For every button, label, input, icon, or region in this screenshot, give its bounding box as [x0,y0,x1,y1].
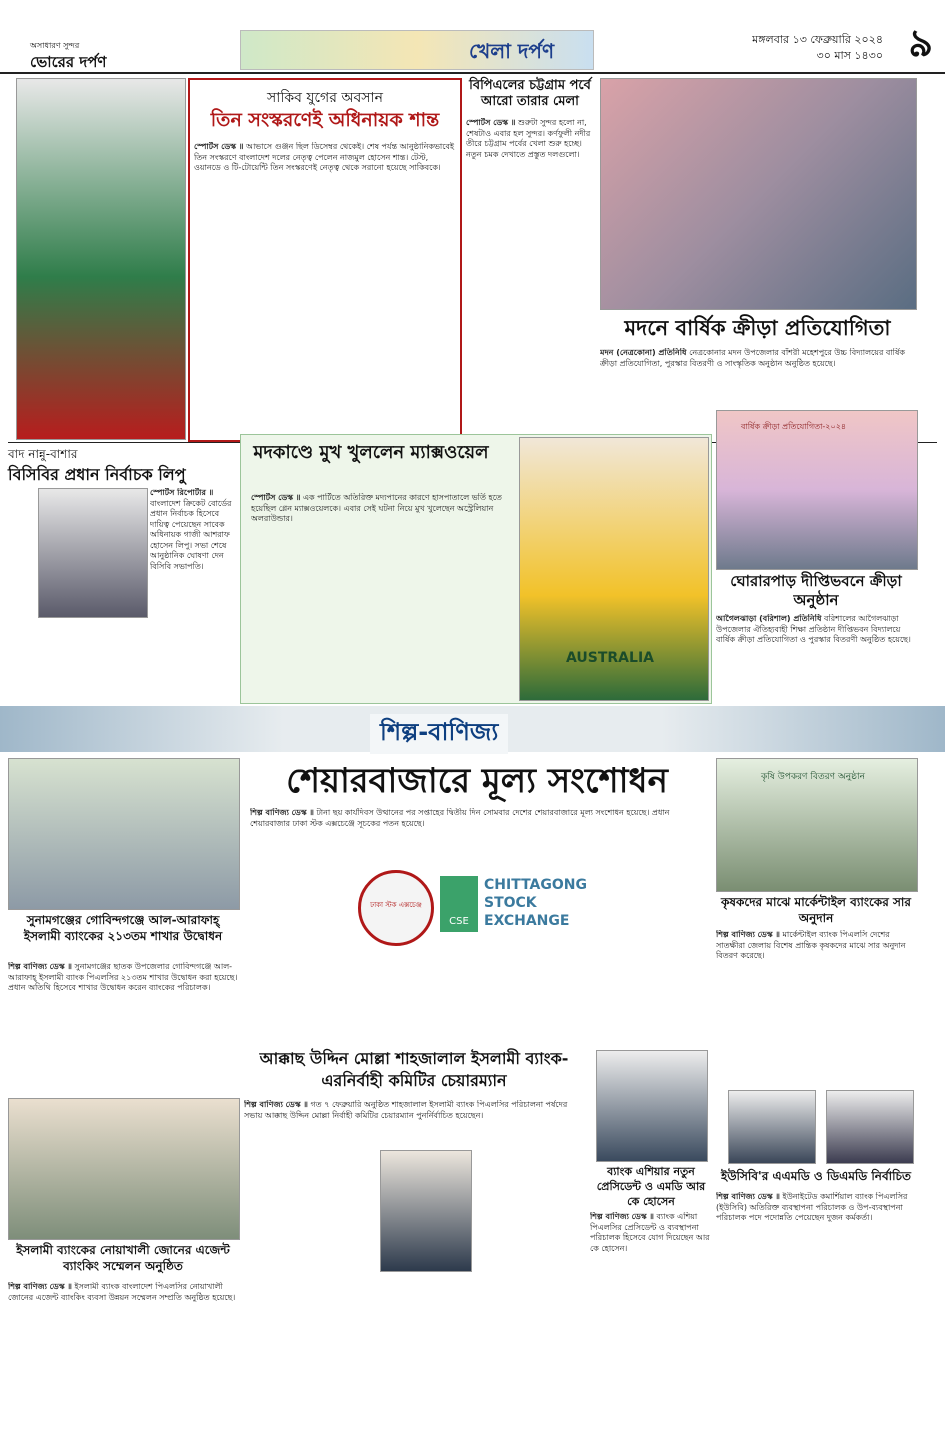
ghoraparha-body [716,614,916,702]
maxwell-photo [519,437,709,701]
ghoraparha-banner-text: বার্ষিক ক্রীড়া প্রতিযোগিতা-২০২৪ [741,422,847,431]
lipu-byline: স্পোর্টস রিপোর্টার ॥ [150,488,214,497]
shanto-byline: স্পোর্টস ডেস্ক ॥ [194,142,244,151]
krishi-headline: কৃষকদের মাঝে মার্কেন্টাইল ব্যাংকের সার অনুদান [721,895,911,925]
cse-line-1: CHITTAGONG [484,877,587,893]
krishi-body [716,930,916,1080]
sports-day-headline: মদনে বার্ষিক ক্রীড়া প্রতিযোগিতা [624,316,891,340]
section-banner-title: খেলা দর্পণ [469,39,555,63]
cse-logo [440,876,590,936]
brand-name: ভোরের দর্পণ [30,53,107,71]
al-arafah-headline: সুনামগঞ্জের গোবিন্দগঞ্জে আল-আরাফাহ্ ইসলামী ব্যাংকের ২১৩তম শাখার উদ্বোধন [23,913,223,943]
shahjalal-photo [380,1150,472,1272]
bpl-body [466,118,594,436]
date-block [752,32,883,64]
masthead [0,0,945,74]
sports-day-text: নেত্রকোনার মদন উপজেলার বাঁশরী মহেশপুরে উচ্চ বিদ্যালয়ের বার্ষিক ক্রীড়া প্রতিযোগিতা, পুরস্কার বিতরণী ও সাংস্কৃতিক অনুষ্ঠান অনুষ্ঠিত হয়েছে। [600,348,905,368]
shanto-kicker: সাকিব যুগের অবসান [267,90,383,106]
krishi-byline: শিল্প বাণিজ্য ডেস্ক ॥ [716,930,780,939]
ucb-byline: শিল্প বাণিজ্য ডেস্ক ॥ [716,1192,780,1201]
bank-asia-headline: ব্যাংক এশিয়ার নতুন প্রেসিডেন্ট ও এমডি আর কে হোসেন [596,1165,706,1208]
bpl-headline: বিপিএলের চট্টগ্রাম পর্বে আরো তারার মেলা [469,78,591,109]
islami-noakhali-body [8,1282,238,1442]
ucb-text: ইউনাইটেড কমার্শিয়াল ব্যাংক পিএলসির (ইউসিবি) অতিরিক্ত ব্যবস্থাপনা পরিচালক ও উপ-ব্যবস্থাপনা পরিচালক পদে পদোন্নতি পেয়েছেন দুজন কর্মকর্তা। [716,1192,908,1222]
story-maxwell [240,434,712,704]
cse-badge [440,876,478,932]
al-arafah-byline: শিল্প বাণিজ্য ডেস্ক ॥ [8,962,72,971]
cse-line-3: EXCHANGE [484,913,570,929]
sports-day-photo [600,78,917,310]
bpl-byline: স্পোর্টস ডেস্ক ॥ [466,118,516,127]
cse-badge-text: CSE [449,916,469,927]
share-byline: শিল্প বাণিজ্য ডেস্ক ॥ [250,808,314,817]
shanto-body [194,142,456,434]
section-title: শিল্প-বাণিজ্য [370,714,508,754]
page-number: ৯ [908,21,933,65]
bpl-text: শুরুটা সুন্দর হলো না, শেষটাও এবার হল সুন্দর। কর্ণফুলী নদীর তীরে চট্টগ্রাম পর্বের খেলা শুরু হচ্ছে। নতুন চমক দেখাতে প্রস্তুত দলগুলো। [466,118,591,159]
ghoraparha-byline: আগৈলঝাড়া (বরিশাল) প্রতিনিধি [716,614,822,623]
bank-asia-photo [596,1050,708,1162]
shanto-text: আভাসে গুঞ্জন ছিল ডিসেম্বর থেকেই। শেষ পর্যন্ত আনুষ্ঠানিকভাবেই তিন সংস্করণে বাংলাদেশ দলের নেতৃত্ব পেলেন নাজমুল হোসেন শান্ত। টেস্ট, ওয়ানডে ও টি-টোয়েন্টি তিন সংস্করণেই নেতৃত্ব থেকে সরানো হয়েছে সাকিবকে। [194,142,455,172]
maxwell-body [251,493,513,697]
lipu-headline: বিসিবির প্রধান নির্বাচক লিপু [8,465,186,484]
shanto-photo [16,78,186,440]
maxwell-text: এক পার্টিতে অতিরিক্ত মদ্যপানের কারণে হাসপাতালে ভর্তি হতে হয়েছিল গ্লেন ম্যাক্সওয়েলকে। এবার সেই ঘটনা নিয়ে মুখ খুলেছেন অস্ট্রেলিয়ান অলরাউন্ডার। [251,493,502,523]
islami-noakhali-byline: শিল্প বাণিজ্য ডেস্ক ॥ [8,1282,72,1291]
ucb-photo-left [728,1090,816,1164]
dse-logo [358,870,434,946]
section-band [0,706,945,752]
maxwell-jersey-text: AUSTRALIA [566,650,654,666]
bank-asia-body [590,1212,712,1440]
date-line-1: মঙ্গলবার ১৩ ফেব্রুয়ারি ২০২৪ [752,33,883,46]
cse-text [484,876,587,930]
islami-noakhali-photo [8,1098,240,1240]
dse-label: ঢাকা স্টক এক্সচেঞ্জ [370,901,422,909]
share-text: টানা ছয় কার্যদিবস উত্থানের পর সপ্তাহের দ্বিতীয় দিন সোমবার দেশের শেয়ারবাজারে মূল্য সংশোধন হয়েছে। প্রধান শেয়ারবাজার ঢাকা স্টক এক্সচেঞ্জে সূচকের পতন হয়েছে। [250,808,670,828]
bank-asia-byline: শিল্প বাণিজ্য ডেস্ক ॥ [590,1212,654,1221]
ghoraparha-headline: ঘোরারপাড় দীপ্তিভবনে ক্রীড়া অনুষ্ঠান [730,572,902,609]
cse-line-2: STOCK [484,895,537,911]
islami-noakhali-headline: ইসলামী ব্যাংকের নোয়াখালী জোনের এজেন্ট ব্যাংকিং সম্মেলন অনুষ্ঠিত [16,1243,230,1273]
al-arafah-body [8,962,238,1092]
story-shanto [188,78,462,442]
krishi-photo [716,758,918,892]
sports-day-byline: মদন (নেত্রকোনা) প্রতিনিধি [600,348,687,357]
shanto-headline: তিন সংস্করণেই অধিনায়ক শান্ত [210,109,440,131]
al-arafah-text: সুনামগঞ্জের ছাতক উপজেলার গোবিন্দগঞ্জে আল-আরাফাহ্ ইসলামী ব্যাংক পিএলসির ২১৩তম শাখার উদ্বোধন করা হয়েছে। প্রধান অতিথি হিসেবে শাখার উদ্বোধন করেন ব্যাংকের পরিচালক। [8,962,238,992]
lipu-kicker: বাদ নান্নু-বাশার [8,447,78,461]
al-arafah-photo [8,758,240,910]
ucb-photo-right [826,1090,914,1164]
story-bpl [466,78,594,438]
ucb-headline: ইউসিবি'র এএমডি ও ডিএমডি নির্বাচিত [720,1169,912,1183]
share-headline: শেয়ারবাজারে মূল্য সংশোধন [286,761,668,801]
ucb-body [716,1192,916,1440]
lipu-body [150,488,234,616]
brand-logo [30,40,107,76]
ghoraparha-text: বরিশালের আগৈলঝাড়া উপজেলার ঐতিহ্যবাহী শিক্ষা প্রতিষ্ঠান দীপ্তিভবন বিদ্যালয়ে বার্ষিক ক্রীড়া প্রতিযোগিতা ও পুরস্কার বিতরণী অনুষ্ঠিত হয়েছে। [716,614,911,644]
section-banner [240,30,594,70]
shahjalal-byline: শিল্প বাণিজ্য ডেস্ক ॥ [244,1100,308,1109]
maxwell-byline: স্পোর্টস ডেস্ক ॥ [251,493,301,502]
maxwell-headline: মদকাণ্ডে মুখ খুললেন ম্যাক্সওয়েল [253,442,489,463]
shahjalal-headline: আক্কাছ উদ্দিন মোল্লা শাহজালাল ইসলামী ব্যাংক-এরনির্বাহী কমিটির চেয়ারম্যান [259,1049,569,1090]
brand-tagline: অসাধারণ সুন্দর [30,41,80,50]
date-line-2: ৩০ মাস ১৪৩০ [816,49,883,62]
lipu-photo [38,488,148,618]
bank-asia-text: ব্যাংক এশিয়া পিএলসির প্রেসিডেন্ট ও ব্যবস্থাপনা পরিচালক হিসেবে যোগ দিয়েছেন আর কে হোসেন। [590,1212,710,1253]
islami-noakhali-text: ইসলামী ব্যাংক বাংলাদেশ পিএলসির নোয়াখালী জোনের এজেন্ট ব্যাংকিং ব্যবসা উন্নয়ন সম্মেলন সম্প্রতি অনুষ্ঠিত হয়েছে। [8,1282,236,1302]
ghoraparha-photo [716,410,918,570]
krishi-text: মার্কেন্টাইল ব্যাংক পিএলসি দেশের সাতক্ষীরা জেলায় বিশেষ প্রান্তিক কৃষকদের মাঝে সার অনুদান বিতরণ করেছে। [716,930,906,960]
krishi-banner-text: কৃষি উপকরণ বিতরণ অনুষ্ঠান [761,772,865,782]
lipu-text: বাংলাদেশ ক্রিকেট বোর্ডের প্রধান নির্বাচক হিসেবে দায়িত্ব পেয়েছেন সাবেক অধিনায়ক গাজী আশরাফ হোসেন লিপু। সভা শেষে আনুষ্ঠানিক ঘোষণা দেন বিসিবি সভাপতি। [150,498,232,571]
story-lipu [8,446,234,702]
shahjalal-text: গত ৭ ফেব্রুয়ারি অনুষ্ঠিত শাহজালাল ইসলামী ব্যাংক পিএলসির পরিচালনা পর্ষদের সভায় আক্কাছ উদ্দিন মোল্লা নির্বাহী কমিটির চেয়ারম্যান পুনর্নির্বাচিত হয়েছেন। [244,1100,568,1120]
